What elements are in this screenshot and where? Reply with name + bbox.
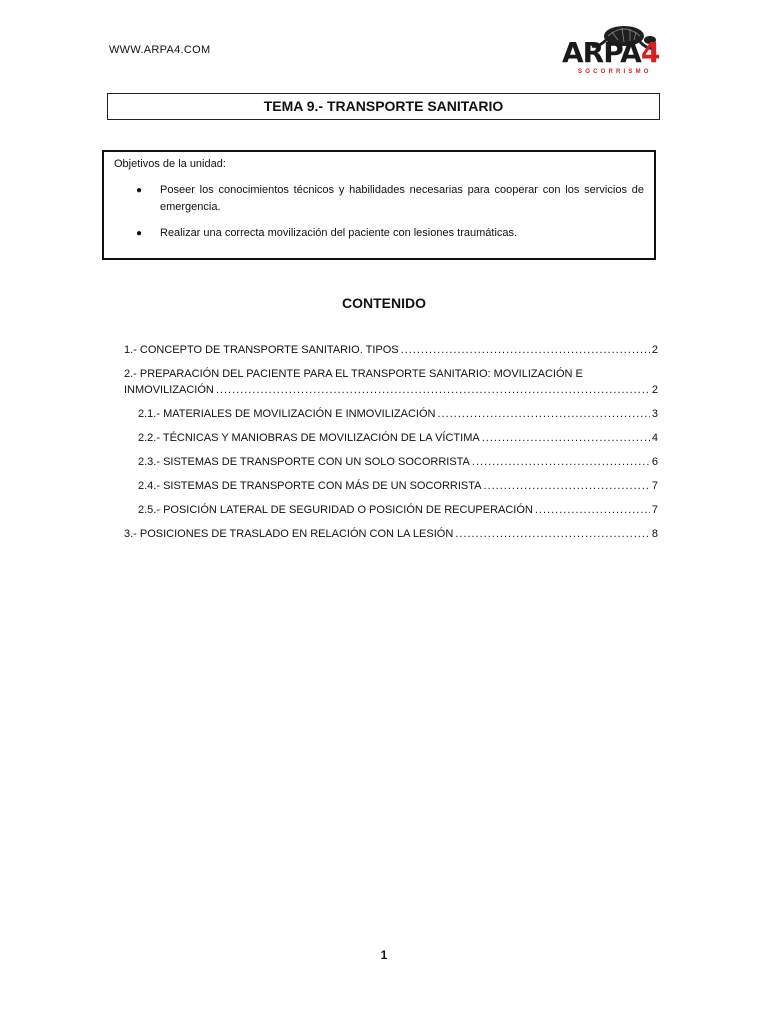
- toc-entry-3[interactable]: 3.- POSICIONES DE TRASLADO EN RELACIÓN CON LA LESIÓN ..... 8: [124, 526, 658, 550]
- leader-dots: [437, 406, 649, 422]
- toc-entry-1[interactable]: 1.- CONCEPTO DE TRANSPORTE SANITARIO. TIPOS ..... 2: [124, 342, 658, 366]
- toc-page-number: 2: [651, 384, 658, 396]
- leader-dots: [535, 502, 650, 518]
- toc-entry-2-3[interactable]: 2.3.- SISTEMAS DE TRANSPORTE CON UN SOLO SOCORRISTA ..... 6: [124, 454, 658, 478]
- leader-dots: [484, 478, 650, 494]
- logo-number: 4: [640, 36, 660, 69]
- toc-page-number: 2: [651, 344, 658, 356]
- leader-dots: [216, 382, 650, 398]
- toc-entry-2-2[interactable]: 2.2.- TÉCNICAS Y MANIOBRAS DE MOVILIZACIÓN DE LA VÍCTIMA ..... 4: [124, 430, 658, 454]
- arpa4-logo: [562, 22, 662, 82]
- site-url: WWW.ARPA4.COM: [109, 44, 211, 56]
- objective-item: ● Poseer los conocimientos técnicos y habilidades necesarias para cooperar con los servicios de emergencia.: [136, 184, 644, 213]
- objectives-list: [114, 182, 644, 242]
- logo-subtitle: SOCORRISMO: [578, 69, 652, 75]
- leader-dots: [455, 526, 650, 542]
- toc-entry-2-1[interactable]: 2.1.- MATERIALES DE MOVILIZACIÓN E INMOVILIZACIÓN ..... 3: [124, 406, 658, 430]
- contents-heading: CONTENIDO: [342, 295, 426, 311]
- logo-text: ARPA: [562, 36, 641, 69]
- toc-page-number: 8: [651, 528, 658, 540]
- objectives-heading: Objetivos de la unidad:: [114, 158, 226, 170]
- toc-page-number: 7: [651, 480, 658, 492]
- bullet-icon: ●: [136, 228, 143, 239]
- leader-dots: [472, 454, 650, 470]
- toc-entry-2[interactable]: 2.- PREPARACIÓN DEL PACIENTE PARA EL TRANSPORTE SANITARIO: MOVILIZACIÓN E INMOVILIZACIÓN ..... 2: [124, 366, 658, 398]
- objectives-box: [102, 150, 656, 260]
- leader-dots: [401, 342, 650, 358]
- unit-title: TEMA 9.- TRANSPORTE SANITARIO: [107, 93, 660, 120]
- toc-page-number: 7: [651, 504, 658, 516]
- toc-entry-2-4[interactable]: 2.4.- SISTEMAS DE TRANSPORTE CON MÁS DE UN SOCORRISTA ..... 7: [124, 478, 658, 502]
- objective-item: ● Realizar una correcta movilización del paciente con lesiones traumáticas.: [114, 225, 644, 242]
- leader-dots: [482, 430, 650, 446]
- toc-page-number: 6: [651, 456, 658, 468]
- table-of-contents: [124, 342, 658, 550]
- toc-entry-2-5[interactable]: 2.5.- POSICIÓN LATERAL DE SEGURIDAD O POSICIÓN DE RECUPERACIÓN ..... 7: [124, 502, 658, 526]
- toc-page-number: 3: [651, 408, 658, 420]
- bullet-icon: ●: [136, 185, 143, 196]
- page-number: 1: [380, 948, 388, 962]
- toc-page-number: 4: [651, 432, 658, 444]
